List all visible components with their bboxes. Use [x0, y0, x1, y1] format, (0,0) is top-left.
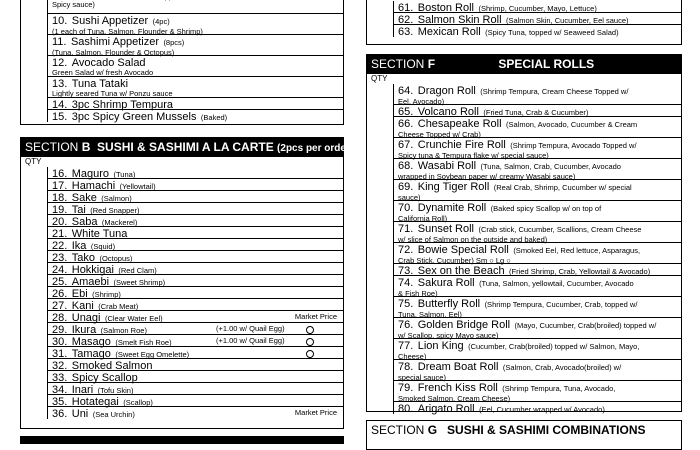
menu-item	[48, 35, 343, 56]
menu-item	[394, 117, 681, 138]
item-description-line2: & Fish Roe)	[398, 289, 438, 298]
item-name: Arigato Roll	[417, 403, 475, 415]
item-number: 21.	[52, 228, 68, 240]
menu-item	[394, 13, 681, 25]
option-circle-icon	[306, 326, 314, 334]
item-description-line2: Cheese)	[398, 352, 427, 361]
item-description: (Salmon)	[101, 194, 132, 203]
item-name: Mexican Roll	[417, 26, 481, 38]
menu-item	[48, 299, 343, 311]
item-name: Ikura	[71, 324, 97, 336]
menu-item	[48, 215, 343, 227]
menu-item	[48, 383, 343, 395]
item-number: 68.	[398, 160, 414, 172]
item-number: 34.	[52, 384, 68, 396]
item-number: 19.	[52, 204, 68, 216]
item-name: Maguro	[71, 168, 110, 180]
item-name: Hamachi	[71, 180, 116, 192]
menu-item	[48, 347, 343, 359]
menu-item	[48, 77, 343, 98]
item-name: Tako	[71, 252, 95, 264]
item-number: 75.	[398, 298, 414, 310]
item-number: 61.	[398, 2, 414, 14]
item-description: (Cucumber, Crab(broiled) topped w/ Salmon, Mayo,	[468, 342, 640, 351]
menu-item	[394, 276, 681, 297]
item-number: 14.	[52, 99, 68, 111]
item-name: Volcano Roll	[417, 106, 479, 118]
item-name: Sex on the Beach	[417, 265, 505, 277]
menu-item	[394, 243, 681, 264]
item-name: Amaebi	[71, 276, 110, 288]
qty-label: QTY	[371, 74, 388, 83]
menu-item	[48, 0, 343, 14]
item-description: (Shrimp Tempura, Avocado Topped w/	[510, 141, 637, 150]
menu-item	[48, 311, 343, 323]
item-description-line2: California Roll)	[398, 214, 448, 223]
item-description: (4pc)	[152, 17, 170, 26]
item-description: (Crab stick, Cucumber, Scallions, Cream Cheese	[478, 225, 642, 234]
item-description-line2: Cheese Topped w/ Crab)	[398, 130, 481, 139]
menu-item	[48, 227, 343, 239]
menu-item	[48, 407, 343, 419]
item-description-line2: sauce)	[398, 193, 421, 202]
menu-item	[48, 203, 343, 215]
menu-item	[394, 381, 681, 402]
item-description: (Yellowtail)	[119, 182, 156, 191]
item-description: (Smelt Fish Roe)	[115, 338, 172, 347]
menu-item	[394, 201, 681, 222]
item-name: Tai	[71, 204, 86, 216]
item-name: Butterfly Roll	[417, 298, 481, 310]
item-number: 80.	[398, 403, 414, 415]
menu-item	[48, 110, 343, 122]
section-b-header: SECTION B SUSHI & SASHIMI A LA CARTE (2pcs per order)	[21, 138, 343, 157]
item-name: Kani	[71, 300, 94, 312]
item-number: 63.	[398, 26, 414, 38]
item-number: 13.	[52, 78, 68, 90]
menu-item	[394, 222, 681, 243]
item-description: (Shrimp, Cucumber, Mayo, Lettuce)	[478, 4, 597, 13]
item-name: Ika	[71, 240, 87, 252]
item-number: 15.	[52, 111, 68, 123]
item-name: Wasabi Roll	[417, 160, 477, 172]
menu-item	[48, 251, 343, 263]
item-number: 79.	[398, 382, 414, 394]
item-description-line2: w/ Scallop, spicy Mayo sauce)	[398, 331, 499, 340]
quail-egg-option: (+1.00 w/ Quail Egg)	[216, 324, 285, 333]
item-name: Spicy Scallop	[71, 372, 138, 384]
item-name: Inari	[71, 384, 94, 396]
qty-label: QTY	[25, 157, 42, 166]
item-description: (Baked spicy Scallop w/ on top of	[490, 204, 602, 213]
item-description-line2: Tuna, Salmon, Eel)	[398, 310, 462, 319]
item-name: Boston Roll	[417, 2, 475, 14]
menu-item	[394, 1, 681, 13]
item-description: (Crab Meat)	[98, 302, 139, 311]
section-f-header: SECTION F SPECIAL ROLLS	[367, 55, 681, 74]
menu-item	[48, 359, 343, 371]
item-description: (Baked)	[200, 113, 228, 122]
item-description: (8pcs)	[163, 38, 185, 47]
item-name: Dynamite Roll	[417, 202, 487, 214]
item-description-line2: Crab Stick, Cucumber) Sm ○ Lg ○	[398, 256, 511, 265]
menu-item	[48, 323, 343, 335]
item-description-line2: Lightly seared Tuna w/ Ponzu sauce	[52, 89, 173, 98]
item-description: (Octopus)	[99, 254, 133, 263]
menu-item	[48, 179, 343, 191]
item-description-line2: Eel, Avocado)	[398, 97, 445, 106]
item-name: Bowie Special Roll	[417, 244, 509, 256]
item-name: 3pc Shrimp Tempura	[71, 99, 174, 111]
item-name: Uni	[71, 408, 89, 420]
item-name: Unagi	[71, 312, 101, 324]
item-number: 72.	[398, 244, 414, 256]
item-name: Lion King	[417, 340, 464, 352]
item-number: 36.	[52, 408, 68, 420]
item-number: 64.	[398, 85, 414, 97]
item-description: (Shrimp Tempura, Tuna, Avocado,	[502, 384, 616, 393]
item-number: 20.	[52, 216, 68, 228]
item-description: (Sweet Shrimp)	[113, 278, 166, 287]
item-number: 65.	[398, 106, 414, 118]
option-circle-icon	[306, 338, 314, 346]
menu-item	[48, 167, 343, 179]
item-number: 69.	[398, 181, 414, 193]
menu-item	[48, 287, 343, 299]
item-number: 29.	[52, 324, 68, 336]
item-description: (Salmon Roe)	[100, 326, 147, 335]
section-b	[20, 137, 354, 429]
item-name: Crunchie Fire Roll	[417, 139, 506, 151]
item-name: Sashimi Appetizer	[70, 36, 159, 48]
menu-item	[48, 239, 343, 251]
item-name: Dragon Roll	[417, 85, 476, 97]
item-description: (Eel, Cucumber wrapped w/ Avocado)	[479, 405, 605, 414]
item-number: 74.	[398, 277, 414, 289]
section-a-tail	[20, 0, 344, 125]
next-section-header	[20, 436, 344, 444]
item-number: 10.	[52, 15, 68, 27]
item-description: (Squid)	[90, 242, 116, 251]
item-number: 71.	[398, 223, 414, 235]
item-name: Chesapeake Roll	[417, 118, 502, 130]
item-description: (Tuna)	[113, 170, 136, 179]
menu-item	[48, 56, 343, 77]
market-price: Market Price	[294, 312, 337, 321]
item-description-line2: (1 each of Tuna, Salmon, Flounder & Shrimp)	[52, 27, 203, 36]
item-name: French Kiss Roll	[417, 382, 498, 394]
menu-item	[394, 297, 681, 318]
item-number: 31.	[52, 348, 68, 360]
item-number: 76.	[398, 319, 414, 331]
item-description-line2: Spicy tuna & Tempura flake w/ special sauce)	[398, 151, 549, 160]
menu-item	[48, 275, 343, 287]
item-number: 33.	[52, 372, 68, 384]
item-description: (Sea Urchin)	[92, 410, 135, 419]
option-circle-icon	[306, 350, 314, 358]
item-description-line2: Smoked Salmon, Cream Cheese)	[398, 394, 511, 403]
item-name: Masago	[71, 336, 111, 348]
item-name: Dream Boat Roll	[417, 361, 499, 373]
section-e-tail	[366, 0, 682, 45]
market-price: Market Price	[294, 408, 337, 417]
item-number: 17.	[52, 180, 68, 192]
item-name: Hotategai	[71, 396, 119, 408]
menu-item	[394, 159, 681, 180]
item-description-line2: Spicy sauce)	[52, 0, 95, 9]
menu-item	[394, 264, 681, 276]
item-number: 70.	[398, 202, 414, 214]
item-number: 78.	[398, 361, 414, 373]
menu-item	[394, 339, 681, 360]
section-g	[366, 420, 682, 450]
item-number: 66.	[398, 118, 414, 130]
item-description: (Smoked Eel, Red lettuce, Asparagus,	[513, 246, 641, 255]
item-number: 12.	[52, 57, 68, 69]
item-description: (Mayo, Cucumber, Crab(broiled) topped w/	[514, 321, 657, 330]
item-name: Sake	[71, 192, 97, 204]
item-description: (Spicy Tuna, topped w/ Seaweed Salad)	[485, 28, 619, 37]
item-name: White Tuna	[71, 228, 128, 240]
item-description: (Tofu Skin)	[97, 386, 134, 395]
item-description: (Sweet Egg Omelette)	[115, 350, 190, 359]
item-number: 26.	[52, 288, 68, 300]
item-name: Saba	[71, 216, 98, 228]
item-name: Smoked Salmon	[71, 360, 153, 372]
item-description: (Fried Shrimp, Crab, Yellowtail & Avocado)	[509, 267, 651, 276]
item-description-line2: (Tuna, Salmon, Flounder & Octopus)	[52, 48, 175, 57]
item-description: (Clear Water Eel)	[104, 314, 163, 323]
item-number: 62.	[398, 14, 414, 26]
item-description: (Shrimp Tempura, Cream Cheese Topped w/	[480, 87, 629, 96]
item-description: (Salmon Skin, Cucumber, Eel sauce)	[505, 16, 629, 25]
section-f	[366, 54, 682, 415]
item-description: (Tuna, Salmon, Crab, Cucumber, Avocado	[480, 162, 621, 171]
item-name: Tamago	[71, 348, 111, 360]
item-number: 23.	[52, 252, 68, 264]
item-number: 24.	[52, 264, 68, 276]
item-description: (Scallop)	[123, 398, 153, 407]
item-number: 32.	[52, 360, 68, 372]
item-description-line2: Green Salad w/ fresh Avocado	[52, 68, 154, 77]
quail-egg-option: (+1.00 w/ Quail Egg)	[216, 336, 285, 345]
item-number: 35.	[52, 396, 68, 408]
item-name: Sushi Appetizer	[71, 15, 149, 27]
menu-item	[394, 25, 681, 37]
menu-item	[394, 138, 681, 159]
item-name: Hokkigai	[71, 264, 114, 276]
menu-item	[394, 402, 681, 414]
item-description: (Salmon, Avocado, Cucumber & Cream	[505, 120, 638, 129]
menu-item	[48, 14, 343, 35]
item-name: Golden Bridge Roll	[417, 319, 511, 331]
menu-item	[48, 191, 343, 203]
item-number: 11.	[52, 36, 67, 48]
menu-item	[394, 180, 681, 201]
menu-item	[394, 318, 681, 339]
item-number: 27.	[52, 300, 68, 312]
item-name: Avocado Salad	[71, 57, 146, 69]
item-description: (Shrimp)	[92, 290, 121, 299]
item-number: 22.	[52, 240, 68, 252]
item-number: 30.	[52, 336, 68, 348]
item-description-line2: w/ slice of Salmon on the outside and baked)	[398, 235, 548, 244]
item-number: 18.	[52, 192, 68, 204]
item-description: (Shrimp Tempura, Cucumber, Crab, topped w/	[484, 300, 638, 309]
item-name: Sunset Roll	[417, 223, 475, 235]
menu-item	[48, 263, 343, 275]
menu-item	[394, 360, 681, 381]
item-name: 3pc Spicy Green Mussels	[71, 111, 197, 123]
item-description-line2: wrapped in Soybean paper w/ creamy Wasabi sauce)	[398, 172, 576, 181]
item-description: (Fried Tuna, Crab & Cucumber)	[483, 108, 589, 117]
item-number: 77.	[398, 340, 414, 352]
item-description-line2: special sauce)	[398, 373, 446, 382]
item-number: 67.	[398, 139, 414, 151]
item-name: Ebi	[71, 288, 88, 300]
item-description: (Red Clam)	[118, 266, 157, 275]
item-description: (Tuna, Salmon, yellowtail, Cucumber, Avocado	[479, 279, 634, 288]
item-description: (Salmon, Crab, Avocado(broiled) w/	[502, 363, 622, 372]
item-number: 73.	[398, 265, 414, 277]
item-description: (Red Snapper)	[90, 206, 140, 215]
item-number: 28.	[52, 312, 68, 324]
section-g-header: SECTION G SUSHI & SASHIMI COMBINATIONS	[367, 421, 681, 440]
item-name: Salmon Skin Roll	[417, 14, 502, 26]
item-name: King Tiger Roll	[417, 181, 490, 193]
menu-item	[394, 105, 681, 117]
item-name: Tuna Tataki	[71, 78, 129, 90]
item-name: Sakura Roll	[417, 277, 475, 289]
menu-item	[48, 335, 343, 347]
item-number: 16.	[52, 168, 68, 180]
menu-item	[394, 84, 681, 105]
item-description: (Mackerel)	[101, 218, 138, 227]
item-description: (Real Crab, Shrimp, Cucumber w/ special	[493, 183, 632, 192]
item-number: 25.	[52, 276, 68, 288]
